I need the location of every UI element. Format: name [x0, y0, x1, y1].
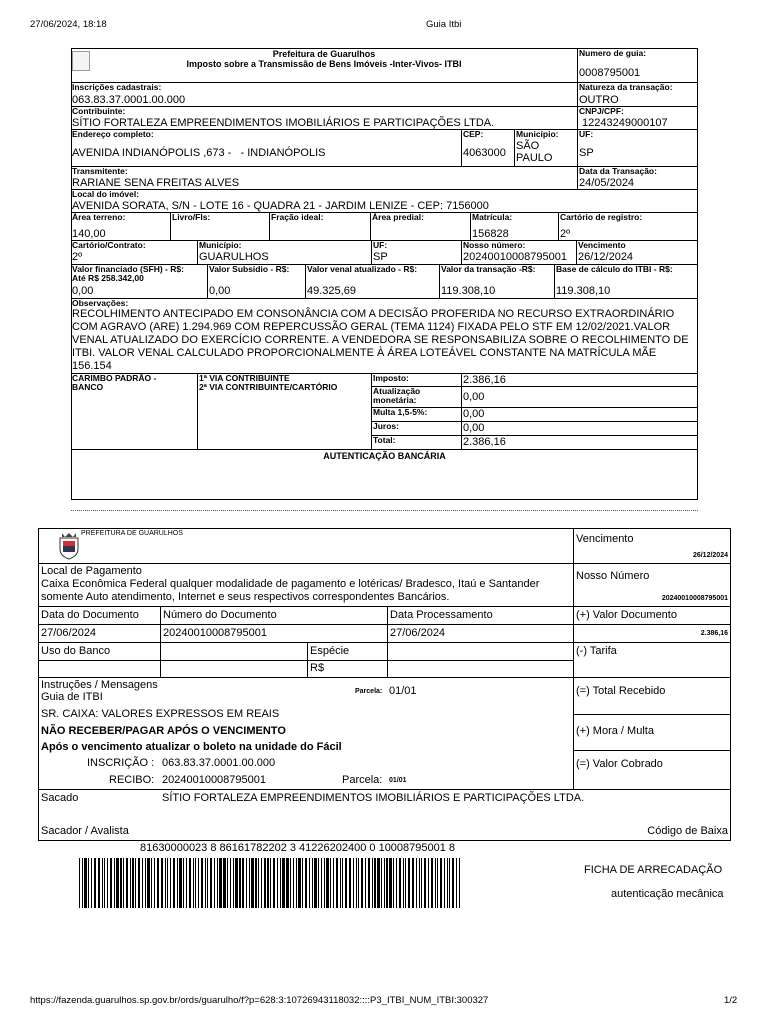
barcode-bar — [396, 858, 397, 908]
livro-label: Livro/Fls: — [172, 213, 211, 222]
barcode-bar — [120, 858, 121, 908]
barcode-bar — [151, 858, 152, 908]
barcode-bar — [449, 858, 450, 908]
municipio2-cell — [198, 241, 372, 265]
juros-value-cell — [462, 422, 698, 436]
contribuinte-value: SÍTIO FORTALEZA EMPREENDIMENTOS IMOBILIÁRIOS E PARTICIPAÇÕES LTDA. — [72, 117, 495, 129]
cnpj-value: 12243249000107 — [582, 117, 668, 129]
barcode-bar — [330, 858, 331, 908]
barcode-bar — [403, 858, 404, 908]
uf-label: UF: — [579, 130, 594, 139]
apos-vencimento-text: Após o vencimento atualizar o boleto na unidade do Fácil — [41, 741, 342, 753]
boleto-line — [38, 624, 731, 625]
juros-value: 0,00 — [463, 422, 485, 434]
observacoes-label: Observações: — [72, 299, 129, 308]
print-title: Guia Itbi — [426, 19, 462, 30]
valor-venal-value: 49.325,69 — [307, 285, 356, 297]
transmitente-value: RARIANE SENA FREITAS ALVES — [72, 177, 240, 189]
area-terreno-label: Área terreno: — [72, 213, 126, 222]
numero-documento-label: Número do Documento — [163, 609, 277, 621]
barcode-bar — [79, 858, 80, 908]
boleto-vline — [160, 606, 161, 677]
barcode-bar — [210, 858, 212, 908]
barcode-bar — [349, 858, 351, 908]
barcode-bar — [384, 858, 385, 908]
barcode-bar — [381, 858, 382, 908]
uf2-label: UF: — [373, 241, 388, 250]
barcode-bar — [84, 858, 86, 908]
barcode-bar — [435, 858, 436, 908]
barcode-bar — [273, 858, 275, 908]
inscricao-label: INSCRIÇÃO : — [87, 757, 155, 769]
barcode-bar — [298, 858, 300, 908]
matricula-cell — [471, 213, 559, 241]
barcode-bar — [377, 858, 379, 908]
parcela2-label: Parcela: — [342, 774, 383, 786]
boleto-line — [38, 606, 731, 607]
barcode-bar — [421, 858, 422, 908]
cut-line — [71, 510, 698, 511]
barcode-bar — [431, 858, 433, 908]
imposto-value: 2.386,16 — [463, 374, 506, 386]
nosso-numero-cell — [462, 241, 577, 265]
cartorio-contrato-cell — [71, 241, 198, 265]
barcode-bar — [459, 858, 460, 908]
barcode-bar — [98, 858, 100, 908]
barcode-bar — [165, 858, 166, 908]
barcode-bar — [437, 858, 438, 908]
imposto-value-cell — [462, 374, 698, 387]
area-terreno-cell — [71, 213, 171, 241]
boleto-line — [573, 714, 731, 715]
contribuinte-label: Contribuinte: — [72, 107, 126, 116]
multa-label-cell — [372, 408, 462, 422]
data-processamento-label: Data Processamento — [390, 609, 493, 621]
barcode-bar — [302, 858, 303, 908]
atualizacao-value: 0,00 — [463, 391, 485, 403]
local-imovel-value: AVENIDA SORATA, S/N - LOTE 16 - QUADRA 21 - JARDIM LENIZE - CEP: 7156000 — [72, 200, 489, 212]
barcode-bar — [293, 858, 294, 908]
barcode-bar — [135, 858, 136, 908]
local-imovel-cell — [71, 190, 698, 213]
boleto-nosso-numero-label: Nosso Número — [576, 570, 650, 582]
transmitente-label: Transmitente: — [72, 167, 128, 176]
barcode-bar — [116, 858, 118, 908]
atualizacao-value-cell — [462, 387, 698, 408]
recibo-value: 20240010008795001 — [162, 774, 267, 786]
instrucoes-label: Instruções / Mensagens — [41, 679, 158, 691]
barcode-bar — [456, 858, 457, 908]
barcode-bar — [110, 858, 112, 908]
barcode-bar — [138, 858, 140, 908]
inscricao-value: 063.83.37.0001.00.000 — [162, 757, 276, 769]
vencimento-cell — [577, 241, 698, 265]
especie-label: Espécie — [310, 645, 350, 657]
sr-caixa-text: SR. CAIXA: VALORES EXPRESSOS EM REAIS — [41, 708, 280, 720]
valor-subsidio-label: Valor Subsidio - R$: — [209, 265, 290, 274]
fracao-label: Fração ideal: — [271, 213, 324, 222]
barcode-bar — [336, 858, 338, 908]
cartorio-registro-value: 2º — [560, 228, 571, 240]
barcode-bar — [277, 858, 278, 908]
boleto-vline — [387, 606, 388, 677]
barcode-bar — [123, 858, 124, 908]
barcode-bar — [342, 858, 343, 908]
boleto-line — [38, 789, 731, 790]
barcode-bar — [161, 858, 163, 908]
nao-receber-text: NÃO RECEBER/PAGAR APÓS O VENCIMENTO — [41, 725, 286, 737]
barcode-bar — [142, 858, 143, 908]
observacoes-cell — [71, 299, 698, 374]
barcode-bar — [296, 858, 297, 908]
uso-banco-label: Uso do Banco — [41, 645, 111, 657]
data-transacao-value: 24/05/2024 — [579, 177, 635, 189]
atualizacao-label: Atualização monetária: — [373, 387, 421, 405]
barcode-bar — [219, 858, 221, 908]
imposto-label-cell — [372, 374, 462, 387]
imposto-label: Imposto: — [373, 374, 409, 383]
barcode-bar — [198, 858, 199, 908]
boleto-vencimento-label: Vencimento — [576, 533, 634, 545]
base-calculo-cell — [555, 265, 698, 299]
autenticacao-mecanica: autenticação mecânica — [611, 888, 724, 900]
data-documento-label: Data do Documento — [41, 609, 139, 621]
barcode-bar — [321, 858, 322, 908]
valor-documento-value: 2.386,16 — [700, 630, 728, 637]
boleto-nosso-numero-value: 20240010008795001 — [661, 595, 728, 602]
barcode-bar — [239, 858, 240, 908]
cartorio-registro-label: Cartório de registro: — [560, 213, 643, 222]
barcode-bar — [340, 858, 341, 908]
inscricoes-label: Inscrições cadastrais: — [72, 83, 162, 92]
valor-transacao-value: 119.308,10 — [441, 285, 496, 297]
data-processamento-value: 27/06/2024 — [390, 627, 446, 639]
guia-subtitle: Imposto sobre a Transmissão de Bens Imóveis -Inter-Vivos- ITBI — [186, 59, 462, 69]
print-datetime: 27/06/2024, 18:18 — [30, 19, 107, 30]
valor-financiado-value: 0,00 — [72, 285, 94, 297]
cep-label: CEP: — [463, 130, 484, 139]
barcode-bar — [177, 858, 178, 908]
barcode-bar — [290, 858, 291, 908]
barcode-bar — [104, 858, 105, 908]
parcela2-value: 01/01 — [389, 777, 407, 784]
barcode-bar — [353, 858, 354, 908]
contribuinte-cell — [71, 107, 578, 130]
barcode-bar — [324, 858, 325, 908]
barcode-bar — [189, 858, 191, 908]
boleto-prefeitura: PREFEITURA DE GUARULHOS — [81, 530, 183, 537]
valor-venal-label: Valor venal atualizado - R$: — [307, 265, 418, 274]
municipio-value: SÃO PAULO — [516, 140, 553, 164]
boleto-vline — [307, 642, 308, 677]
barcode-bar — [157, 858, 159, 908]
observacoes-value: RECOLHIMENTO ANTECIPADO EM CONSONÂNCIA COM A DECISÃO PROFERIDA NO RECURSO EXTRAORDINÁRIO COM AGRAVO (ARE) 1.294.969 COM REPERCUSSÃO GERAL (TEMA 1124) FIXADA PELO STF EM 12/02/2021.VALOR VENAL ATUALIZADO DO EXERCÍCIO CORRENTE. A VENDEDORA SE RESPONSABILIZA SOBRE O RECOLHIMENTO DE ITBI. VALOR VENAL CALCULADO PROPORCIONALMENTE À ÁREA LOTEÁVEL CONSTANTE NA MATRÍCULA MÃE 156.154 — [72, 308, 692, 372]
area-predial-label: Área predial: — [372, 213, 424, 222]
mora-multa-label: (+) Mora / Multa — [576, 725, 654, 737]
barcode-bar — [386, 858, 387, 908]
barcode-bar — [217, 858, 218, 908]
matricula-label: Matrícula: — [472, 213, 513, 222]
barcode-bar — [261, 858, 262, 908]
barcode-bar — [126, 858, 128, 908]
vencimento-value: 26/12/2024 — [578, 251, 634, 263]
cartorio-contrato-value: 2º — [72, 251, 83, 263]
natureza-label: Natureza da transação: — [579, 83, 673, 92]
carimbo-label: CARIMBO PADRÃO - BANCO — [72, 374, 157, 392]
valor-financiado-cell — [71, 265, 208, 299]
uf-cell — [578, 130, 698, 167]
linha-digitavel: 81630000023 8 86161782202 3 41226202400 0 10008795001 8 — [140, 842, 456, 854]
barcode-bar — [452, 858, 454, 908]
inscricoes-cell — [71, 83, 578, 107]
sacado-value: SÍTIO FORTALEZA EMPREENDIMENTOS IMOBILIÁRIOS E PARTICIPAÇÕES LTDA. — [162, 792, 585, 804]
parcela-label: Parcela: — [355, 688, 383, 695]
print-url: https://fazenda.guarulhos.sp.gov.br/ords/guarulho/f?p=628:3:10726943118032::::P3_ITBI_NUM_ITBI:300327 — [30, 995, 489, 1006]
natureza-value: OUTRO — [579, 94, 619, 106]
barcode-bar — [282, 858, 284, 908]
numero-documento-value: 20240010008795001 — [163, 627, 268, 639]
barcode-bar — [242, 858, 244, 908]
transmitente-cell — [71, 167, 578, 190]
valor-subsidio-value: 0,00 — [209, 285, 231, 297]
barcode-bar — [107, 858, 108, 908]
barcode-bar — [393, 858, 394, 908]
barcode-bar — [230, 858, 231, 908]
cartorio-contrato-label: Cartório/Contrato: — [72, 241, 146, 250]
valor-venal-cell — [306, 265, 440, 299]
numero-guia-cell — [578, 48, 698, 83]
barcode-bar — [235, 858, 237, 908]
base-calculo-label: Base de cálculo do ITBI - R$: — [556, 265, 673, 274]
barcode-bar — [130, 858, 131, 908]
barcode-bar — [173, 858, 175, 908]
municipio-label: Município: — [516, 130, 559, 139]
data-transacao-label: Data da Transação: — [579, 167, 657, 176]
barcode-bar — [255, 858, 256, 908]
numero-guia-value: 0008795001 — [579, 67, 641, 79]
sacado-label: Sacado — [41, 792, 79, 804]
barcode-bar — [358, 858, 359, 908]
total-value: 2.386,16 — [463, 436, 506, 448]
barcode-bar — [399, 858, 401, 908]
barcode-bar — [251, 858, 253, 908]
atualizacao-label-cell — [372, 387, 462, 408]
barcode-bar — [361, 858, 363, 908]
barcode-bar — [305, 858, 307, 908]
uf2-value: SP — [373, 251, 388, 263]
barcode-bar — [246, 858, 247, 908]
barcode-bar — [170, 858, 171, 908]
barcode-bar — [145, 858, 146, 908]
endereco-cell — [71, 130, 462, 167]
nosso-numero-label: Nosso número: — [463, 241, 526, 250]
guia-itbi-text: Guia de ITBI — [41, 691, 103, 703]
vencimento-label: Vencimento — [578, 241, 626, 250]
barcode-bar — [88, 858, 89, 908]
local-pagamento-value: Caixa Econômica Federal qualquer modalidade de pagamento e lotéricas/ Bradesco, Itaú e Santander somente Auto atendimento, Internet e seus respectivos correspondentes Bancários. — [41, 578, 540, 603]
boleto-line — [38, 677, 731, 678]
endereco-label: Endereço completo: — [72, 130, 154, 139]
barcode-bar — [424, 858, 426, 908]
matricula-value: 156828 — [472, 228, 509, 240]
multa-value: 0,00 — [463, 408, 485, 420]
boleto-line — [38, 563, 731, 564]
barcode-bar — [318, 858, 319, 908]
barcode-bar — [444, 858, 445, 908]
barcode-bar — [286, 858, 288, 908]
barcode-bar — [258, 858, 259, 908]
uf-value: SP — [579, 147, 594, 159]
numero-guia-label: Numero de guia: — [579, 48, 647, 58]
total-value-cell — [462, 436, 698, 450]
multa-label: Multa 1,5-5%: — [373, 408, 428, 417]
boleto-line — [38, 660, 573, 661]
barcode-bar — [183, 858, 184, 908]
fracao-cell — [270, 213, 371, 241]
barcode-bar — [233, 858, 234, 908]
barcode-bar — [186, 858, 187, 908]
total-label-cell — [372, 436, 462, 450]
barcode-bar — [447, 858, 448, 908]
cnpj-cell — [578, 107, 698, 130]
area-terreno-value: 140,00 — [72, 228, 106, 240]
valor-transacao-label: Valor da transação -R$: — [441, 265, 536, 274]
municipio2-value: GUARULHOS — [199, 251, 269, 263]
carimbo-cell — [71, 374, 198, 450]
ficha-arrecadacao: FICHA DE ARRECADAÇÃO — [584, 864, 723, 876]
barcode-bar — [408, 858, 410, 908]
natureza-cell — [578, 83, 698, 107]
barcode — [79, 858, 569, 908]
prefeitura-seal-icon — [57, 532, 81, 560]
total-recebido-label: (=) Total Recebido — [576, 685, 666, 697]
boleto-vencimento-value: 26/12/2024 — [692, 552, 728, 559]
barcode-bar — [416, 858, 417, 908]
parcela-value: 01/01 — [389, 685, 417, 697]
barcode-bar — [333, 858, 334, 908]
logo-cell — [71, 48, 578, 83]
local-imovel-label: Local do imóvel: — [72, 190, 140, 199]
boleto-line — [38, 642, 731, 643]
local-pagamento-label: Local de Pagamento — [41, 565, 142, 577]
barcode-bar — [249, 858, 250, 908]
barcode-bar — [94, 858, 96, 908]
livro-cell — [171, 213, 270, 241]
barcode-bar — [312, 858, 313, 908]
barcode-bar — [372, 858, 373, 908]
inscricoes-value: 063.83.37.0001.00.000 — [72, 94, 186, 106]
barcode-bar — [267, 858, 268, 908]
juros-label: Juros: — [373, 422, 399, 431]
valor-documento-label: (+) Valor Documento — [576, 609, 677, 621]
total-label: Total: — [373, 436, 396, 445]
uf2-cell — [372, 241, 462, 265]
valor-subsidio-cell — [208, 265, 306, 299]
print-page-number: 1/2 — [724, 995, 738, 1006]
barcode-bar — [440, 858, 442, 908]
codigo-baixa-label: Código de Baixa — [647, 825, 728, 837]
barcode-bar — [201, 858, 203, 908]
barcode-bar — [167, 858, 168, 908]
barcode-bar — [195, 858, 196, 908]
barcode-bar — [419, 858, 420, 908]
barcode-bar — [82, 858, 83, 908]
barcode-bar — [345, 858, 347, 908]
barcode-bar — [356, 858, 357, 908]
barcode-bar — [368, 858, 370, 908]
cep-value: 4063000 — [463, 147, 506, 159]
area-predial-cell — [371, 213, 471, 241]
barcode-bar — [193, 858, 194, 908]
autenticacao-bancaria: AUTENTICAÇÃO BANCÁRIA — [323, 451, 446, 461]
especie-value: R$ — [310, 662, 325, 674]
barcode-bar — [207, 858, 208, 908]
barcode-bar — [132, 858, 133, 908]
endereco-value: AVENIDA INDIANÓPOLIS ,673 - - INDIANÓPOLIS — [72, 147, 326, 159]
barcode-bar — [147, 858, 149, 908]
data-transacao-cell — [578, 167, 698, 190]
valor-transacao-cell — [440, 265, 555, 299]
sacador-label: Sacador / Avalista — [41, 825, 129, 837]
tarifa-label: (-) Tarifa — [576, 645, 617, 657]
guia-prefeitura-title: Prefeitura de Guarulhos — [272, 49, 376, 59]
multa-value-cell — [462, 408, 698, 422]
barcode-bar — [309, 858, 310, 908]
boleto-vline — [573, 528, 574, 789]
barcode-bar — [412, 858, 414, 908]
barcode-bar — [223, 858, 225, 908]
vias-label: 1ª VIA CONTRIBUINTE 2ª VIA CONTRIBUINTE/CARTÓRIO — [199, 374, 338, 392]
barcode-bar — [91, 858, 92, 908]
barcode-bar — [326, 858, 328, 908]
municipio2-label: Município: — [199, 241, 242, 250]
barcode-bar — [214, 858, 215, 908]
recibo-label: RECIBO: — [109, 774, 155, 786]
barcode-bar — [154, 858, 155, 908]
vias-cell — [198, 374, 372, 450]
barcode-bar — [374, 858, 375, 908]
nosso-numero-value: 20240010008795001 — [463, 251, 568, 263]
barcode-bar — [205, 858, 206, 908]
municipio-cell — [515, 130, 578, 167]
barcode-bar — [365, 858, 366, 908]
barcode-bar — [405, 858, 406, 908]
barcode-bar — [389, 858, 391, 908]
juros-label-cell — [372, 422, 462, 436]
cnpj-label: CNPJ/CPF: — [579, 107, 624, 116]
valor-cobrado-label: (=) Valor Cobrado — [576, 758, 663, 770]
barcode-bar — [227, 858, 228, 908]
base-calculo-value: 119.308,10 — [556, 285, 611, 297]
cartorio-registro-cell — [559, 213, 698, 241]
barcode-bar — [280, 858, 281, 908]
barcode-bar — [264, 858, 266, 908]
barcode-bar — [428, 858, 429, 908]
valor-financiado-label: Valor financiado (SFH) - R$: Até R$ 258.342,00 — [72, 265, 184, 283]
barcode-bar — [314, 858, 316, 908]
barcode-bar — [270, 858, 271, 908]
boleto-line — [573, 750, 731, 751]
data-documento-value: 27/06/2024 — [41, 627, 97, 639]
barcode-bar — [179, 858, 181, 908]
barcode-bar — [102, 858, 103, 908]
cep-cell — [462, 130, 515, 167]
barcode-bar — [114, 858, 115, 908]
